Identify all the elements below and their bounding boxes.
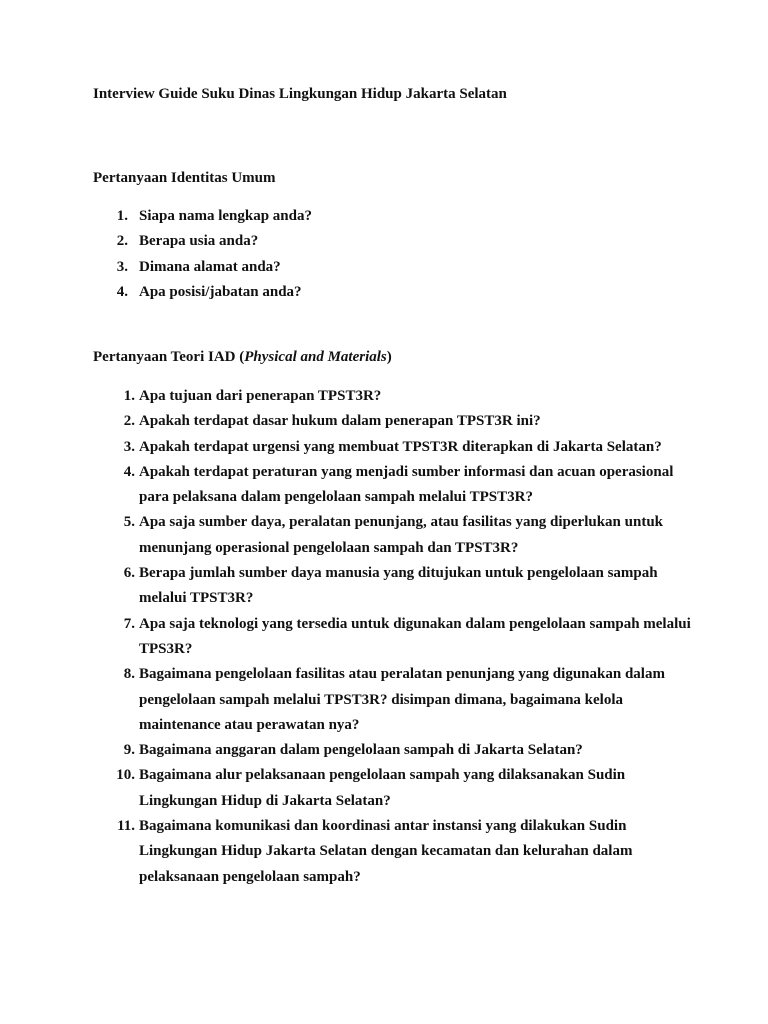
identitas-question-list <box>93 204 693 305</box>
list-number: 2. <box>123 413 135 430</box>
heading-italic: Physical and Materials <box>244 349 387 365</box>
heading-suffix: ) <box>386 349 392 365</box>
teori-iad-question-list <box>93 384 693 890</box>
question-text: Apa saja teknologi yang tersedia untuk digunakan dalam pengelolaan sampah melalui TPS3R? <box>139 615 691 657</box>
list-item <box>93 409 693 434</box>
list-item <box>93 662 693 738</box>
list-number: 11. <box>117 818 135 835</box>
question-text: Apakah terdapat peraturan yang menjadi sumber informasi dan acuan operasional para pelaksana dalam pengelolaan sampah melalui TPST3R? <box>139 463 674 506</box>
question-text: Apa saja sumber daya, peralatan penunjang, atau fasilitas yang diperlukan untuk menunjang operasional pengelolaan sampah dan TPST3R? <box>139 514 664 556</box>
list-number: 4. <box>116 283 128 300</box>
question-text: Berapa usia anda? <box>139 233 259 250</box>
list-number: 1. <box>123 388 135 404</box>
list-number: 7. <box>123 615 135 632</box>
list-number: 8. <box>123 666 135 683</box>
list-item <box>93 460 693 511</box>
list-number: 5. <box>123 514 135 531</box>
list-number: 4. <box>123 463 135 480</box>
question-text: Siapa nama lengkap anda? <box>139 208 312 224</box>
question-text: Bagaimana pengelolaan fasilitas atau peralatan penunjang yang digunakan dalam pengelolaan sampah melalui TPST3R? disimpan dimana, bagaimana kelola maintenance atau perawatan nya? <box>139 666 665 733</box>
list-number: 1. <box>116 208 128 224</box>
section-heading-teori-iad <box>93 349 392 366</box>
list-item <box>93 510 693 561</box>
list-item <box>93 255 693 280</box>
section-heading-identitas-umum: Pertanyaan Identitas Umum <box>93 170 276 186</box>
list-item <box>93 561 693 612</box>
question-text: Dimana alamat anda? <box>139 258 281 275</box>
question-text: Bagaimana anggaran dalam pengelolaan sampah di Jakarta Selatan? <box>139 742 583 759</box>
list-item <box>93 280 693 305</box>
list-item <box>93 814 693 890</box>
list-item <box>93 229 693 254</box>
list-item <box>93 204 693 229</box>
question-text: Apakah terdapat urgensi yang membuat TPST3R diterapkan di Jakarta Selatan? <box>139 438 662 455</box>
list-item <box>93 435 693 460</box>
list-number: 3. <box>116 258 128 275</box>
list-item <box>93 612 693 663</box>
list-number: 10. <box>116 767 135 784</box>
list-number: 2. <box>116 233 128 250</box>
question-text: Bagaimana alur pelaksanaan pengelolaan sampah yang dilaksanakan Sudin Lingkungan Hidup di Jakarta Selatan? <box>139 767 626 809</box>
list-item <box>93 738 693 763</box>
list-number: 9. <box>123 742 135 759</box>
list-item <box>93 763 693 814</box>
question-text: Berapa jumlah sumber daya manusia yang ditujukan untuk pengelolaan sampah melalui TPST3R? <box>139 565 658 607</box>
question-text: Apakah terdapat dasar hukum dalam penerapan TPST3R ini? <box>139 413 541 430</box>
list-number: 6. <box>123 565 135 582</box>
list-number: 3. <box>123 438 135 455</box>
list-item <box>93 384 693 409</box>
question-text: Apa posisi/jabatan anda? <box>139 283 302 300</box>
heading-prefix: Pertanyaan Teori IAD ( <box>93 349 245 365</box>
question-text: Bagaimana komunikasi dan koordinasi antar instansi yang dilakukan Sudin Lingkungan Hidup Jakarta Selatan dengan kecamatan dan kelurahan dalam pelaksanaan pengelolaan sampah? <box>139 818 633 885</box>
question-text: Apa tujuan dari penerapan TPST3R? <box>139 388 382 404</box>
document-title: Interview Guide Suku Dinas Lingkungan Hidup Jakarta Selatan <box>93 86 507 102</box>
